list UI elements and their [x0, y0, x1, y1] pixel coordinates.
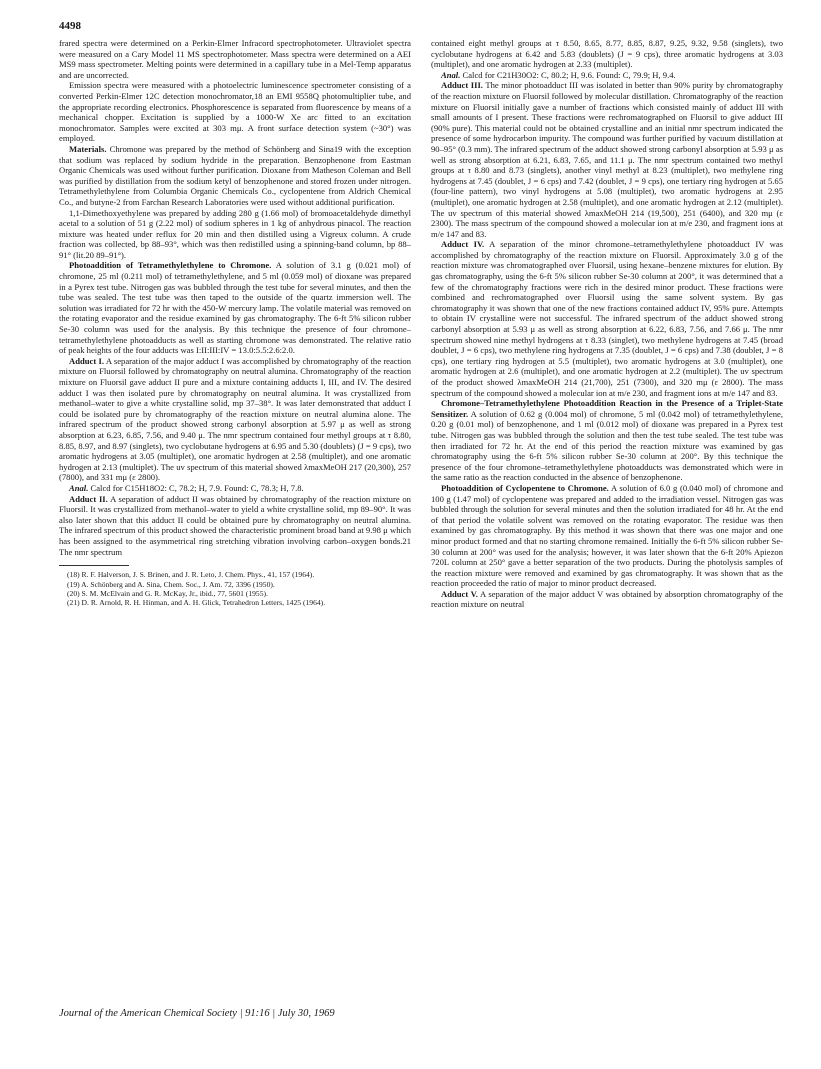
right-column [431, 38, 783, 998]
paragraph-text: A solution of 3.1 g (0.021 mol) of chromone, 25 ml (0.211 mol) of tetramethylethylene, and 5 ml (0.059 mol) of dioxane was prepared in a Pyrex test tube. Nitrogen gas was bubbled through the test tube for several minutes, and then the tube was sealed. The test tube was then taped to the outside of the quartz immersion well. The solution was irradiated for 72 hr with the 450-W mercury lamp. The volatile material was removed on the rotating evaporator and the residue examined by gas chromatography. The 6-ft 5% silicon rubber Se-30 column was used for the analysis. By this technique the presence of four chromone–tetramethylethylene photoadducts as well as starting chromone was demonstrated. The relative ratio of peak heights of the four adducts was I:II:III:IV = 13.0:5.5:2.6:2.0. [59, 260, 411, 356]
paragraph [431, 483, 783, 589]
paragraph-text: A separation of the major adduct I was accomplished by chromatography of the reaction mixture on Fluorsil followed by chromatography on neutral alumina. Chromatography of the reaction mixture on Fluorsil gave adduct II pure and a mixture containing adducts I, III, and IV. The desired adduct I was then isolated pure by chromatography on neutral alumina. It was crystallized from methanol–water to give a white crystalline solid, mp 37–38°. It was later demonstrated that adduct I could be isolated pure by chromatography of the reaction mixture on neutral alumina alone. The infrared spectrum of the product showed strong carbonyl absorption at 5.97 μ as well as strong absorption at 6.23, 6.85, 7.56, and 9.40 μ. The nmr spectrum contained four methyl groups at τ 8.80, 8.85, 8.97, and 8.97 (singlets), two cyclobutane hydrogens at 6.95 and 5.30 (doublets) (J = 9 cps), two aromatic hydrogens at 3.05 (multiplet), one aromatic hydrogen at 2.58 (multiplet), and one aromatic hydrogen at 2.13 (multiplet). The uv spectrum of this material showed λmaxMeOH 217 (20,300), 257 (7800), and 331 mμ (ε 2800). [59, 355, 411, 483]
paragraph-text: A separation of adduct II was obtained by chromatography of the reaction mixture on Fluorsil. It was crystallized from methanol–water to yield a white crystalline solid, mp 89–90°. It was also later shown that this adduct II could be obtained pure by chromatography on neutral alumina. The infrared spectrum of this product showed the characteristic prominent broad band at 9.98 μ which has been assigned to the asymmetrical ring stretching vibration involving carbon–oxygen bonds.21 The nmr spectrum [59, 493, 411, 557]
run-in-heading: Anal. [69, 482, 89, 493]
run-in-heading: Adduct II. [69, 493, 108, 504]
journal-footer: Journal of the American Chemical Society | 91:16 | July 30, 1969 [59, 1008, 335, 1019]
footnote: (18) R. F. Halverson, J. S. Brinen, and J. R. Leto, J. Chem. Phys., 41, 157 (1964). [67, 570, 315, 580]
run-in-heading: Adduct III. [441, 80, 483, 91]
run-in-heading: Anal. [441, 69, 461, 80]
paragraph [431, 398, 783, 483]
run-in-heading: Adduct V. [441, 588, 478, 599]
paragraph-text: A solution of 0.62 g (0.004 mol) of chromone, 5 ml (0.042 mol) of tetramethylethylene, 0.20 g (0.01 mol) of benzophenone, and 1 ml (0.012 mol) of dioxane was prepared in a Pyrex test tube. Nitrogen gas was bubbled through the solution and then the test tube sealed. The test tube was then irradiated for 72 hr. At the end of this period the reaction mixture was examined by gas chromatography using the 6-ft 5% silicon rubber Se-30 column at 200°. By this technique the presence of the four chromone–tetramethylethylene photoadducts was demonstrated which were in the same ratio as the reaction conducted in the absence of benzophenone. [431, 408, 783, 483]
paragraph-text: Calcd for C15H18O2: C, 78.2; H, 7.9. Found: C, 78.3; H, 7.8. [90, 482, 304, 493]
paragraph [59, 80, 411, 144]
run-in-heading: Chromone–Tetramethylethylene Photoaddition Reaction in the Presence of a Triplet-State Sensitizer. [431, 398, 783, 419]
run-in-heading: Materials. [69, 143, 107, 154]
paragraph-text: frared spectra were determined on a Perkin-Elmer Infracord spectrophotometer. Ultraviolet spectra were measured on a Cary Model 11 MS spectrophotometer. Mass spectra were determined on a AEI MS9 mass spectrometer. Melting points were determined in a capillary tube in a Mel-Temp apparatus and are uncorrected. [59, 38, 411, 80]
footnotes [59, 570, 411, 608]
paragraph-text: contained eight methyl groups at τ 8.50, 8.65, 8.77, 8.85, 8.87, 9.25, 9.32, 9.58 (singlets), two cyclobutane hydrogens at 6.42 and 5.83 (doublets) (J = 9 cps), three aromatic hydrogens at 3.03 (multiplet), and one aromatic hydrogen at 2.33 (multiplet). [431, 38, 783, 70]
footnote-divider [59, 565, 129, 566]
run-in-heading: Adduct IV. [441, 239, 485, 250]
paragraph-text: Emission spectra were measured with a photoelectric luminescence spectrometer consisting of a converted Perkin-Elmer 12C detection monochromator,18 an EMI 9558Q photomultiplier tube, and the appropriate recording electronics. Phosphorescence is separated from fluorescence by means of a mechanical chopper. Excitation is supplied by a 1000-W Xe arc fitted to an excitation monochromator. Samples were excited at 303 mμ. A front surface detection system (~30°) was employed. [59, 80, 411, 144]
page-number: 4498 [59, 20, 81, 32]
run-in-heading: Photoaddition of Cyclopentene to Chromone. [441, 482, 609, 493]
paragraph [431, 589, 783, 610]
paragraph-text: A separation of the minor chromone–tetramethylethylene photoadduct IV was accomplished by chromatography of the reaction mixture on Fluorsil. Approximately 3.0 g of the reaction mixture was chromatographed over Fluorsil, using hexane–benzene mixtures for elution. By gas chromatography, using the 6-ft 5% silicon rubber Se-30 column at 200°, it was determined that a few of the chromatography fractions were rich in the desired minor product. These fractions were combined and rechromatographed over Fluorsil using the same solvent system. By gas chromatography it was shown that one of the new fractions contained adduct IV, 95% pure. Attempts to obtain IV crystalline were not successful. The infrared spectrum of the adduct showed strong carbonyl absorption at 5.93 μ as well as strong absorption at 6.22, 6.83, 7.56, and 7.66 μ. The nmr spectrum showed nine methyl hydrogens at τ 8.33 (singlet), two methylene hydrogens at 7.45 (broad doublet, J = 6 cps), two methylene ring hydrogens at 7.35 (doublet, J = 6 cps) and 7.38 (doublet, J = 8 cps), one tertiary ring hydrogen at 5.5 (multiplet), two aromatic hydrogens at 3.0 (multiplet), one aromatic hydrogen at 2.6 (multiplet), and one aromatic hydrogen at 2.2 (multiplet). The uv spectrum of the product showed λmaxMeOH 214 (21,700), 251 (7300), and 320 mμ (ε 2800). The mass spectrum of the compound showed a molecular ion at m/e 230, and fragment ions at m/e 147 and 83. [431, 239, 783, 398]
paragraph-text: Chromone was prepared by the method of Schönberg and Sina19 with the exception that sodium was replaced by sodium hydride in the preparation. Benzophenone from Eastman Organic Chemicals was used without further purification. Dioxane from Matheson Coleman and Bell was purified by distillation from the sodium ketyl of benzophenone and stored frozen under nitrogen. Tetramethylethylene from Columbia Organic Chemicals Co., cyclopentene from Aldrich Chemical Co., and butyne-2 from Farchan Research Laboratories were used without additional purification. [59, 143, 411, 207]
paragraph [431, 38, 783, 70]
paragraph [431, 239, 783, 398]
paragraph [59, 483, 411, 494]
paragraph-text: A separation of the major adduct V was obtained by absorption chromatography of the reaction mixture on neutral [431, 588, 783, 610]
paragraph-text: Calcd for C21H30O2: C, 80.2; H, 9.6. Found: C, 79.9; H, 9.4. [462, 69, 676, 80]
left-column [59, 38, 411, 998]
paragraph [59, 356, 411, 483]
footnote: (19) A. Schönberg and A. Sina, Chem. Soc., J. Am. 72, 3396 (1950). [67, 579, 275, 589]
footnote: (20) S. M. McElvain and G. R. McKay, Jr., ibid., 77, 5601 (1955). [67, 588, 268, 598]
paragraph [431, 80, 783, 239]
paragraph-text: 1,1-Dimethoxyethylene was prepared by adding 280 g (1.66 mol) of bromoacetaldehyde dimethyl acetal to a solution of 51 g (2.22 mol) of sodium spheres in 1 kg of anhydrous pinacol. The reaction mixture was heated under reflux for 20 min and then distilled using a Vigreux column. A crude fraction was collected, bp 88–93°, which was then redistilled using a spinning-band column, bp 88–91° (lit.20 89–91°). [59, 207, 411, 260]
paragraph-text: A solution of 6.0 g (0.040 mol) of chromone and 100 g (1.47 mol) of cyclopentene was prepared and added to the irradiation vessel. Nitrogen gas was bubbled through the solution for several minutes and then the solution irradiated for 48 hr. At the end of that period the volatile solvent was removed on the rotating evaporator. The residue was then examined by gas chromatography. By this method it was shown that there was one major and one minor product formed and that no starting chromone remained. Initially the 6-ft 5% silicon rubber Se-30 column at 200° was used for the analysis; however, it was later shown that the 6-ft 20% Apiezon 720L column at 250° gave a better separation of the two products. During the photolysis samples of the reaction mixture were removed and examined by gas chromatography. It was shown that as the reaction proceeded the ratio of major to minor product decreased. [431, 482, 783, 589]
paragraph [59, 260, 411, 355]
article-body [59, 38, 783, 998]
paragraph [59, 144, 411, 208]
footnote: (21) D. R. Arnold, R. H. Hinman, and A. H. Glick, Tetrahedron Letters, 1425 (1964). [67, 598, 326, 608]
paragraph-text: The minor photoadduct III was isolated in better than 90% purity by chromatography of the reaction mixture on Fluorsil followed by molecular distillation. Chromatography of the reaction mixture on Fluorsil initially gave a number of fractions which consisted mainly of adduct III with small amounts of I present. These fractions were rechromatographed on Fluorsil to give adduct III (90% pure). This material could not be obtained crystalline and an initial nmr spectrum indicated the presence of some hydrocarbon impurity. The compound was further purified by vacuum distillation at 90–95° (0.3 mm). The infrared spectrum of the adduct showed strong carbonyl absorption at 5.93 μ as well as strong absorption at 6.21, 6.83, 7.65, and 11.1 μ. The nmr spectrum contained two methyl groups at τ 8.80 and 8.73 (singlets), another vinyl methyl at 8.23 (multiplet), two methylene ring hydrogens at 7.45 (doublet, J = 6 cps) and 7.42 (doublet, J = 9 cps), one tertiary ring hydrogen at 5.65 (four-line pattern), two vinyl hydrogens at 5.08 (multiplet), two aromatic hydrogens at 2.95 (multiplet), one aromatic hydrogen at 2.58 (multiplet), and one aromatic hydrogen at 2.12 (multiplet). The uv spectrum of this material showed λmaxMeOH 214 (19,500), 251 (6400), and 320 mμ (ε 2300). The mass spectrum of the compound showed a molecular ion at m/e 230, and fragment ions at m/e 147 and 83. [431, 80, 783, 239]
paragraph [59, 38, 411, 80]
paragraph [59, 208, 411, 261]
run-in-heading: Photoaddition of Tetramethylethylene to Chromone. [69, 260, 272, 271]
run-in-heading: Adduct I. [69, 355, 105, 366]
paragraph [431, 70, 783, 81]
paragraph [59, 494, 411, 558]
